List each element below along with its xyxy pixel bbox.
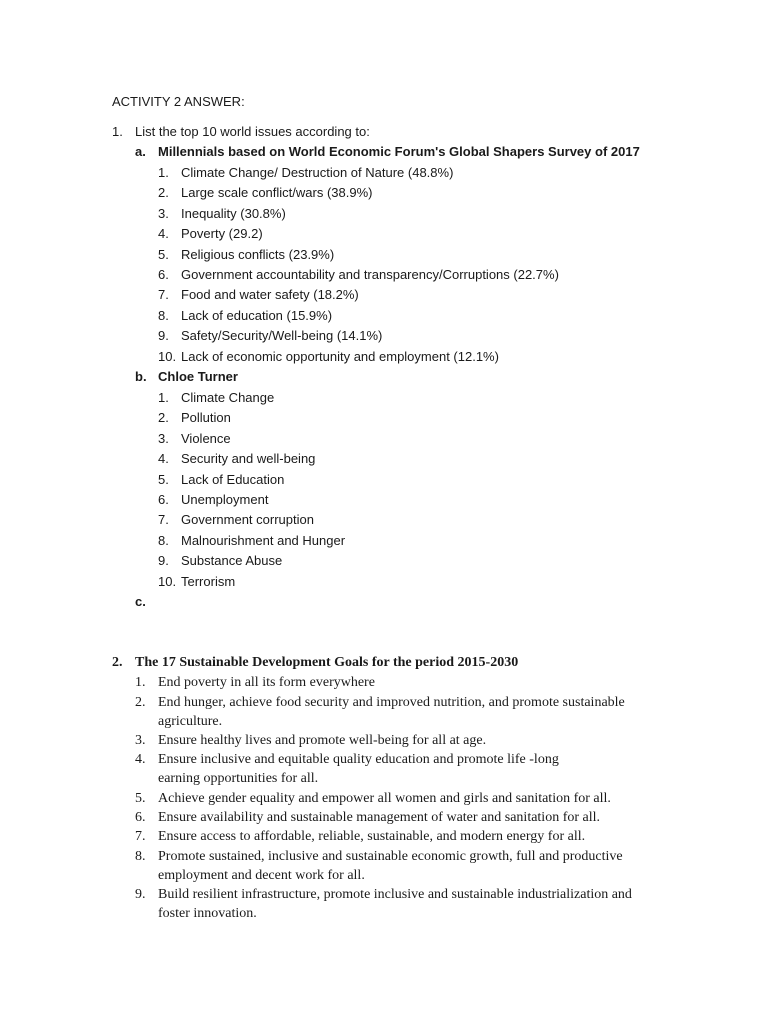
list-item-number: 8.	[158, 532, 169, 548]
list-item-text: Lack of education (15.9%)	[181, 307, 333, 323]
sdg-item-number: 6.	[135, 810, 146, 825]
list-item-number: 1.	[158, 165, 169, 180]
list-item-text: Inequality (30.8%)	[181, 205, 286, 221]
list-item-number: 4.	[158, 451, 169, 467]
sdg-item-text: earning opportunities for all.	[158, 770, 319, 786]
list-item-text: Substance Abuse	[181, 553, 283, 569]
list-item-text: Government accountability and transparency/Corruptions (22.7%)	[181, 267, 559, 282]
sdg-item-number: 2.	[135, 695, 146, 710]
list-item-number: 2.	[158, 410, 169, 426]
list-item-text: Terrorism	[181, 573, 236, 589]
sdg-item-number: 7.	[135, 829, 146, 844]
sdg-item-number: 5.	[135, 791, 146, 806]
list-item-number: 5.	[158, 471, 169, 487]
sdg-item-text: employment and decent work for all.	[158, 867, 365, 883]
sdg-item-text: Promote sustained, inclusive and sustainable economic growth, full and productive	[158, 849, 623, 864]
list-item-number: 6.	[158, 492, 169, 507]
list-item-text: Large scale conflict/wars (38.9%)	[181, 185, 373, 201]
section-b-title: Chloe Turner	[158, 369, 238, 384]
list-item-number: 3.	[158, 205, 169, 221]
sdg-item-number: 4.	[135, 752, 146, 767]
list-item-number: 2.	[158, 185, 169, 201]
list-item-number: 9.	[158, 553, 169, 569]
list-item-number: 5.	[158, 246, 169, 262]
sdg-item-text: Build resilient infrastructure, promote inclusive and sustainable industrialization and	[158, 887, 632, 902]
list-item-number: 9.	[158, 328, 169, 344]
list-item-text: Lack of economic opportunity and employment (12.1%)	[181, 348, 499, 364]
sdg-item-text: Achieve gender equality and empower all women and girls and sanitation for all.	[158, 791, 611, 806]
list-item-text: Safety/Security/Well-being (14.1%)	[181, 328, 383, 344]
list-item-text: Poverty (29.2)	[181, 226, 263, 242]
list-item-text: Lack of Education	[181, 471, 285, 487]
question-1-number: 1.	[112, 124, 123, 139]
sdg-item-text: End poverty in all its form everywhere	[158, 675, 375, 690]
list-item-text: Security and well-being	[181, 451, 316, 467]
sdg-item-text: agriculture.	[158, 713, 223, 729]
sdg-item-text: foster innovation.	[158, 905, 257, 921]
list-item-text: Food and water safety (18.2%)	[181, 287, 359, 303]
list-item-text: Climate Change	[181, 390, 275, 405]
list-item-number: 4.	[158, 226, 169, 242]
sdg-item-number: 8.	[135, 849, 146, 864]
section-a-label: a.	[135, 144, 146, 159]
list-item-number: 7.	[158, 512, 169, 528]
list-item-text: Religious conflicts (23.9%)	[181, 246, 335, 262]
sdg-item-number: 9.	[135, 887, 146, 902]
question-2-number: 2.	[112, 655, 123, 670]
list-item-text: Pollution	[181, 410, 231, 426]
list-item-text: Malnourishment and Hunger	[181, 532, 346, 548]
list-item-number: 1.	[158, 390, 169, 405]
list-item-number: 10.	[158, 348, 177, 364]
list-item-text: Government corruption	[181, 512, 314, 528]
question-1-text: List the top 10 world issues according to:	[135, 124, 370, 139]
list-item-number: 10.	[158, 573, 177, 589]
list-item-number: 3.	[158, 430, 169, 446]
list-item-number: 7.	[158, 287, 169, 303]
sdg-item-text: End hunger, achieve food security and improved nutrition, and promote sustainable	[158, 695, 625, 710]
list-item-number: 6.	[158, 267, 169, 282]
sdg-item-text: Ensure inclusive and equitable quality education and promote life -long	[158, 752, 559, 767]
sdg-item-number: 1.	[135, 675, 146, 690]
section-a-title: Millennials based on World Economic Forum's Global Shapers Survey of 2017	[158, 144, 640, 159]
list-item-number: 8.	[158, 307, 169, 323]
activity-heading: ACTIVITY 2 ANSWER:	[112, 94, 245, 109]
list-item-text: Unemployment	[181, 492, 269, 507]
sdg-item-text: Ensure access to affordable, reliable, sustainable, and modern energy for all.	[158, 829, 586, 844]
section-c-label: c.	[135, 594, 146, 609]
list-item-text: Climate Change/ Destruction of Nature (48.8%)	[181, 165, 454, 180]
list-item-text: Violence	[181, 430, 231, 446]
sdg-item-number: 3.	[135, 733, 146, 748]
sdg-item-text: Ensure healthy lives and promote well-being for all at age.	[158, 733, 487, 748]
question-2-title: The 17 Sustainable Development Goals for the period 2015-2030	[135, 655, 519, 670]
section-b-label: b.	[135, 369, 147, 384]
sdg-item-text: Ensure availability and sustainable management of water and sanitation for all.	[158, 810, 601, 825]
